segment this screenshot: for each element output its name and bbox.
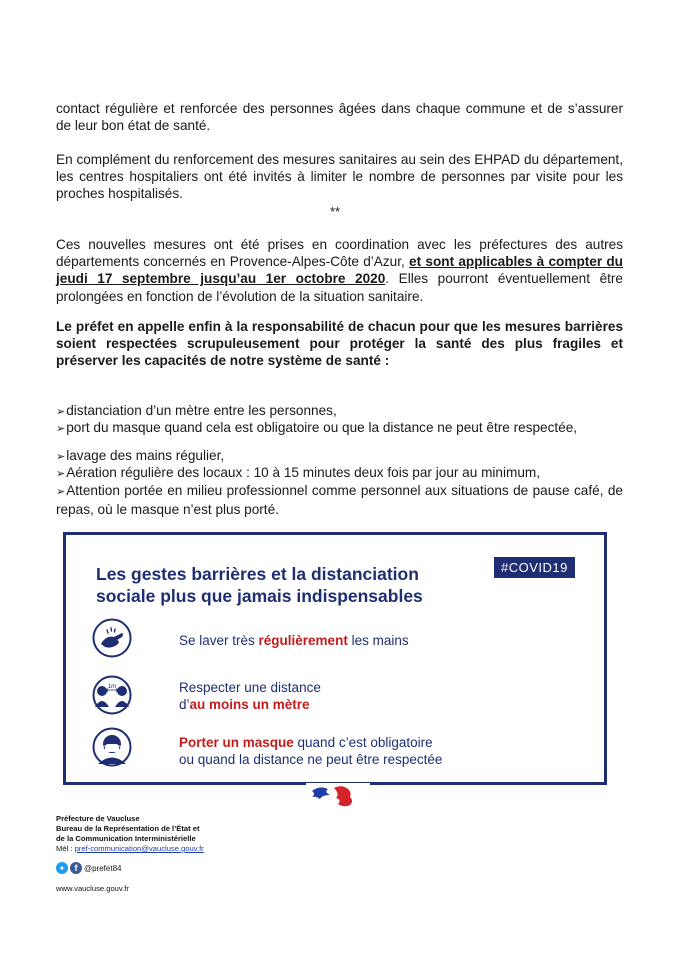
g2-red: au moins un mètre — [189, 696, 310, 712]
arrow-icon: ➢ — [56, 468, 66, 480]
footer-bureau-1: Bureau de la Représentation de l’État et — [56, 824, 200, 833]
bullet-item — [56, 482, 623, 518]
paragraph-3-dates: et sont applicables à compter du jeudi 17 septembre jusqu’au 1er octobre 2020 — [56, 254, 623, 287]
facebook-icon[interactable]: f — [70, 862, 82, 874]
mail-label: Mél : — [56, 844, 75, 853]
mask-icon — [92, 727, 132, 767]
footer-bureau-2: de la Communication Interministérielle — [56, 834, 196, 843]
prefect-appeal: Le préfet en appelle enfin à la responsabilité de chacun pour que les mesures barrières soient respectées scrupuleusement pour protéger la santé des plus fragiles et préserver les capacités de notre système de santé : — [56, 319, 623, 369]
bullet-text: port du masque quand cela est obligatoire ou que la distance ne peut être respectée, — [66, 420, 578, 435]
covid-infographic — [63, 532, 607, 785]
arrow-icon: ➢ — [56, 406, 66, 418]
arrow-icon: ➢ — [56, 451, 66, 463]
distance-icon — [92, 675, 132, 715]
g3-line1 — [179, 735, 442, 752]
bullet-text: Aération régulière des locaux : 10 à 15 minutes deux fois par jour au minimum, — [66, 465, 540, 480]
arrow-icon: ➢ — [56, 423, 66, 435]
gesture-handwashing — [179, 633, 409, 650]
bullet-item — [56, 464, 623, 483]
paragraph-3 — [56, 236, 623, 305]
g3-post: quand c’est obligatoire — [293, 735, 433, 750]
mail-link[interactable]: pref-communication@vaucluse.gouv.fr — [74, 844, 204, 853]
footer-prefecture: Préfecture de Vaucluse — [56, 814, 140, 823]
separator-stars: ** — [330, 204, 341, 219]
arrow-icon: ➢ — [56, 486, 66, 498]
marianne-logo — [306, 783, 370, 809]
g2-line2 — [179, 697, 321, 714]
covid-hashtag: #COVID19 — [494, 557, 575, 578]
twitter-icon[interactable]: ✦ — [56, 862, 68, 874]
g1-pre: Se laver très — [179, 633, 259, 648]
g3-red: Porter un masque — [179, 735, 294, 750]
bullet-item — [56, 419, 623, 438]
paragraph-3-start: Ces nouvelles mesures ont été prises en coordination avec les préfectures des autres départements concernés en Provence-Alpes-Côte d’Azur, — [56, 237, 623, 270]
g1-post: les mains — [347, 633, 409, 648]
g1-red: régulièrement — [258, 633, 348, 648]
distance-label: 1m — [107, 684, 117, 690]
g2-pre: d’ — [179, 696, 190, 712]
social-links — [56, 862, 121, 874]
bullet-text: Attention portée en milieu professionnel comme personnel aux situations de pause café, de repas, où le masque n’est plus porté. — [56, 483, 623, 518]
g3-line2: ou quand la distance ne peut être respectée — [179, 751, 443, 767]
footer-mail — [56, 844, 204, 854]
paragraph-1: contact régulière et renforcée des personnes âgées dans chaque commune et de s’assurer de leur bon état de santé. — [56, 101, 623, 134]
gesture-distance — [179, 680, 321, 713]
paragraph-3-end: . Elles pourront éventuellement être prolongées en fonction de l’évolution de la situation sanitaire. — [56, 271, 623, 304]
footer-contact — [56, 814, 204, 854]
bullet-text: lavage des mains régulier, — [66, 448, 225, 463]
social-handle[interactable]: @prefet84 — [84, 863, 122, 873]
paragraph-2: En complément du renforcement des mesures sanitaires au sein des EHPAD du département, les centres hospitaliers ont été invités à limiter le nombre de personnes par visite pour les proches hospitalisés. — [56, 152, 623, 202]
infographic-title: Les gestes barrières et la distanciation sociale plus que jamais indispensables — [96, 564, 423, 606]
bullet-text: distanciation d’un mètre entre les personnes, — [66, 403, 337, 418]
gesture-mask — [179, 735, 442, 768]
footer-website[interactable]: www.vaucluse.gouv.fr — [56, 884, 129, 893]
handwashing-icon — [92, 618, 132, 658]
g2-line1: Respecter une distance — [179, 680, 321, 695]
